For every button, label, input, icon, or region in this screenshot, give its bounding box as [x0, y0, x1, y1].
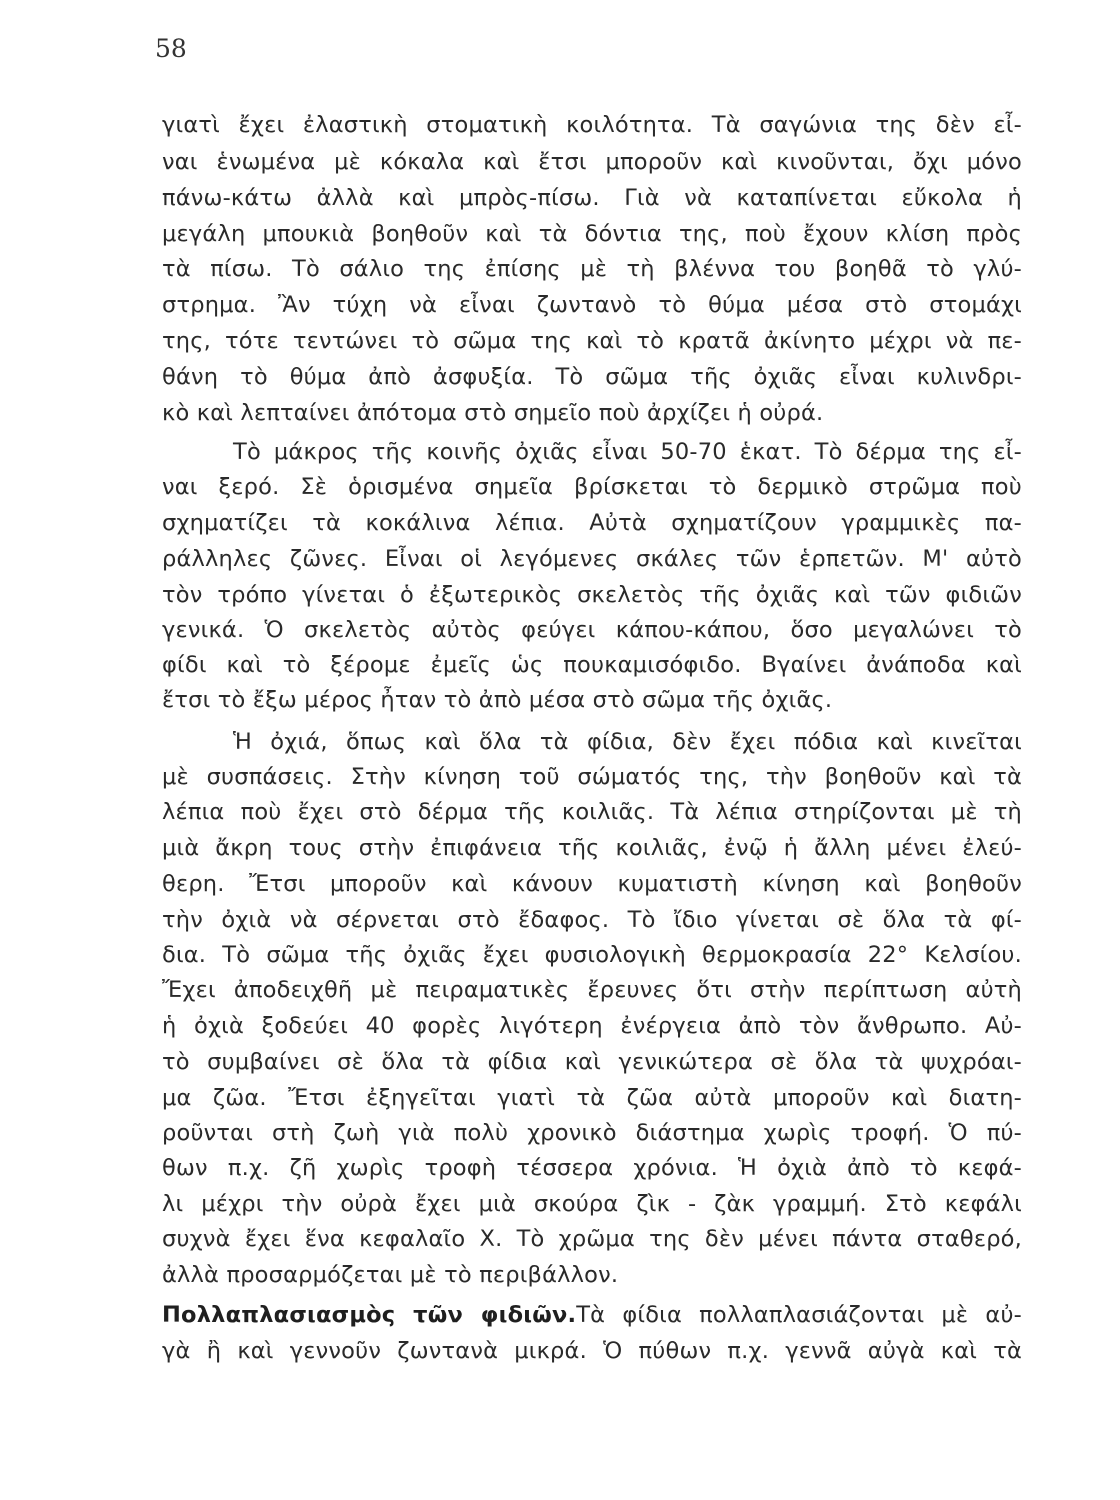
text-line: πάνω-κάτω ἀλλὰ καὶ μπρὸς-πίσω. Γιὰ νὰ καταπίνεται εὔκολα ἡ: [162, 185, 1022, 211]
page-number: 58: [155, 34, 187, 63]
text-line: λέπια ποὺ ἔχει στὸ δέρμα τῆς κοιλιᾶς. Τὰ λέπια στηρίζονται μὲ τὴ: [162, 799, 1022, 825]
text-line: ράλληλες ζῶνες. Εἶναι οἱ λεγόμενες σκάλες τῶν ἑρπετῶν. Μ' αὐτὸ: [162, 546, 1022, 572]
text-line: μεγάλη μπουκιὰ βοηθοῦν καὶ τὰ δόντια της, ποὺ ἔχουν κλίση πρὸς: [162, 221, 1022, 247]
text-line: τὰ πίσω. Τὸ σάλιο της ἐπίσης μὲ τὴ βλέννα του βοηθᾶ τὸ γλύ-: [162, 256, 1022, 282]
text-line: γενικά. Ὁ σκελετὸς αὐτὸς φεύγει κάπου-κάπου, ὅσο μεγαλώνει τὸ: [162, 617, 1022, 643]
text-line: τὸ συμβαίνει σὲ ὅλα τὰ φίδια καὶ γενικώτερα σὲ ὅλα τὰ ψυχρόαι-: [162, 1049, 1022, 1075]
text-line: στρημα. Ἂν τύχη νὰ εἶναι ζωντανὸ τὸ θύμα μέσα στὸ στομάχι: [162, 292, 1022, 318]
text-line: φίδι καὶ τὸ ξέρομε ἐμεῖς ὡς πουκαμισόφιδο. Βγαίνει ἀνάποδα καὶ: [162, 652, 1022, 678]
text-line: της, τότε τεντώνει τὸ σῶμα της καὶ τὸ κρατᾶ ἀκίνητο μέχρι νὰ πε-: [162, 328, 1022, 354]
text-line: γὰ ἢ καὶ γεννοῦν ζωντανὰ μικρά. Ὁ πύθων π.χ. γεννᾶ αὐγὰ καὶ τὰ: [162, 1338, 1022, 1364]
text-line-continuation: Τὰ φίδια πολλαπλασιάζονται μὲ αὐ-: [576, 1302, 1022, 1328]
section-heading: Πολλαπλασιασμὸς τῶν φιδιῶν.: [162, 1302, 577, 1328]
text-line: μὲ συσπάσεις. Στὴν κίνηση τοῦ σώματός της, τὴν βοηθοῦν καὶ τὰ: [162, 764, 1022, 790]
text-line: γιατὶ ἔχει ἐλαστικὴ στοματικὴ κοιλότητα. Τὰ σαγώνια της δὲν εἶ-: [162, 112, 1022, 138]
text-line: ροῦνται στὴ ζωὴ γιὰ πολὺ χρονικὸ διάστημα χωρὶς τροφή. Ὁ πύ-: [162, 1120, 1022, 1146]
text-line: Ἡ ὀχιά, ὅπως καὶ ὅλα τὰ φίδια, δὲν ἔχει πόδια καὶ κινεῖται: [233, 729, 1022, 755]
text-line: ἀλλὰ προσαρμόζεται μὲ τὸ περιβάλλον.: [162, 1262, 619, 1288]
text-line: θων π.χ. ζῆ χωρὶς τροφὴ τέσσερα χρόνια. Ἡ ὀχιὰ ἀπὸ τὸ κεφά-: [162, 1155, 1022, 1181]
text-line: Τὸ μάκρος τῆς κοινῆς ὀχιᾶς εἶναι 50-70 ἑκατ. Τὸ δέρμα της εἶ-: [233, 439, 1022, 465]
text-line: τὴν ὀχιὰ νὰ σέρνεται στὸ ἔδαφος. Τὸ ἴδιο γίνεται σὲ ὅλα τὰ φί-: [162, 907, 1022, 933]
text-line: ἡ ὀχιὰ ξοδεύει 40 φορὲς λιγότερη ἐνέργεια ἀπὸ τὸν ἄνθρωπο. Αὐ-: [162, 1013, 1022, 1039]
text-line: δια. Τὸ σῶμα τῆς ὀχιᾶς ἔχει φυσιολογικὴ θερμοκρασία 22° Κελσίου.: [162, 942, 1022, 968]
text-line: μιὰ ἄκρη τους στὴν ἐπιφάνεια τῆς κοιλιᾶς, ἐνῷ ἡ ἄλλη μένει ἐλεύ-: [162, 835, 1022, 861]
text-line: μα ζῶα. Ἔτσι ἐξηγεῖται γιατὶ τὰ ζῶα αὐτὰ μποροῦν καὶ διατη-: [162, 1085, 1022, 1111]
text-line: συχνὰ ἔχει ἕνα κεφαλαῖο Χ. Τὸ χρῶμα της δὲν μένει πάντα σταθερό,: [162, 1226, 1022, 1252]
text-line: Ἔχει ἀποδειχθῆ μὲ πειραματικὲς ἔρευνες ὅτι στὴν περίπτωση αὐτὴ: [162, 977, 1022, 1003]
text-line: ναι ἑνωμένα μὲ κόκαλα καὶ ἔτσι μποροῦν καὶ κινοῦνται, ὄχι μόνο: [162, 149, 1022, 175]
text-line: λι μέχρι τὴν οὐρὰ ἔχει μιὰ σκούρα ζὶκ - ζὰκ γραμμή. Στὸ κεφάλι: [162, 1191, 1022, 1217]
text-line: ναι ξερό. Σὲ ὁρισμένα σημεῖα βρίσκεται τὸ δερμικὸ στρῶμα ποὺ: [162, 474, 1022, 500]
text-line: θάνη τὸ θύμα ἀπὸ ἀσφυξία. Τὸ σῶμα τῆς ὀχιᾶς εἶναι κυλινδρι-: [162, 364, 1022, 390]
text-line: θερη. Ἔτσι μποροῦν καὶ κάνουν κυματιστὴ κίνηση καὶ βοηθοῦν: [162, 871, 1022, 897]
text-line: σχηματίζει τὰ κοκάλινα λέπια. Αὐτὰ σχηματίζουν γραμμικὲς πα-: [162, 510, 1022, 536]
text-line: ἔτσι τὸ ἔξω μέρος ἦταν τὸ ἀπὸ μέσα στὸ σῶμα τῆς ὀχιᾶς.: [162, 687, 833, 713]
text-line: τὸν τρόπο γίνεται ὁ ἐξωτερικὸς σκελετὸς τῆς ὀχιᾶς καὶ τῶν φιδιῶν: [162, 582, 1022, 608]
text-line: κὸ καὶ λεπταίνει ἀπότομα στὸ σημεῖο ποὺ ἀρχίζει ἡ οὐρά.: [162, 400, 824, 426]
text-line: [162, 1298, 1022, 1332]
